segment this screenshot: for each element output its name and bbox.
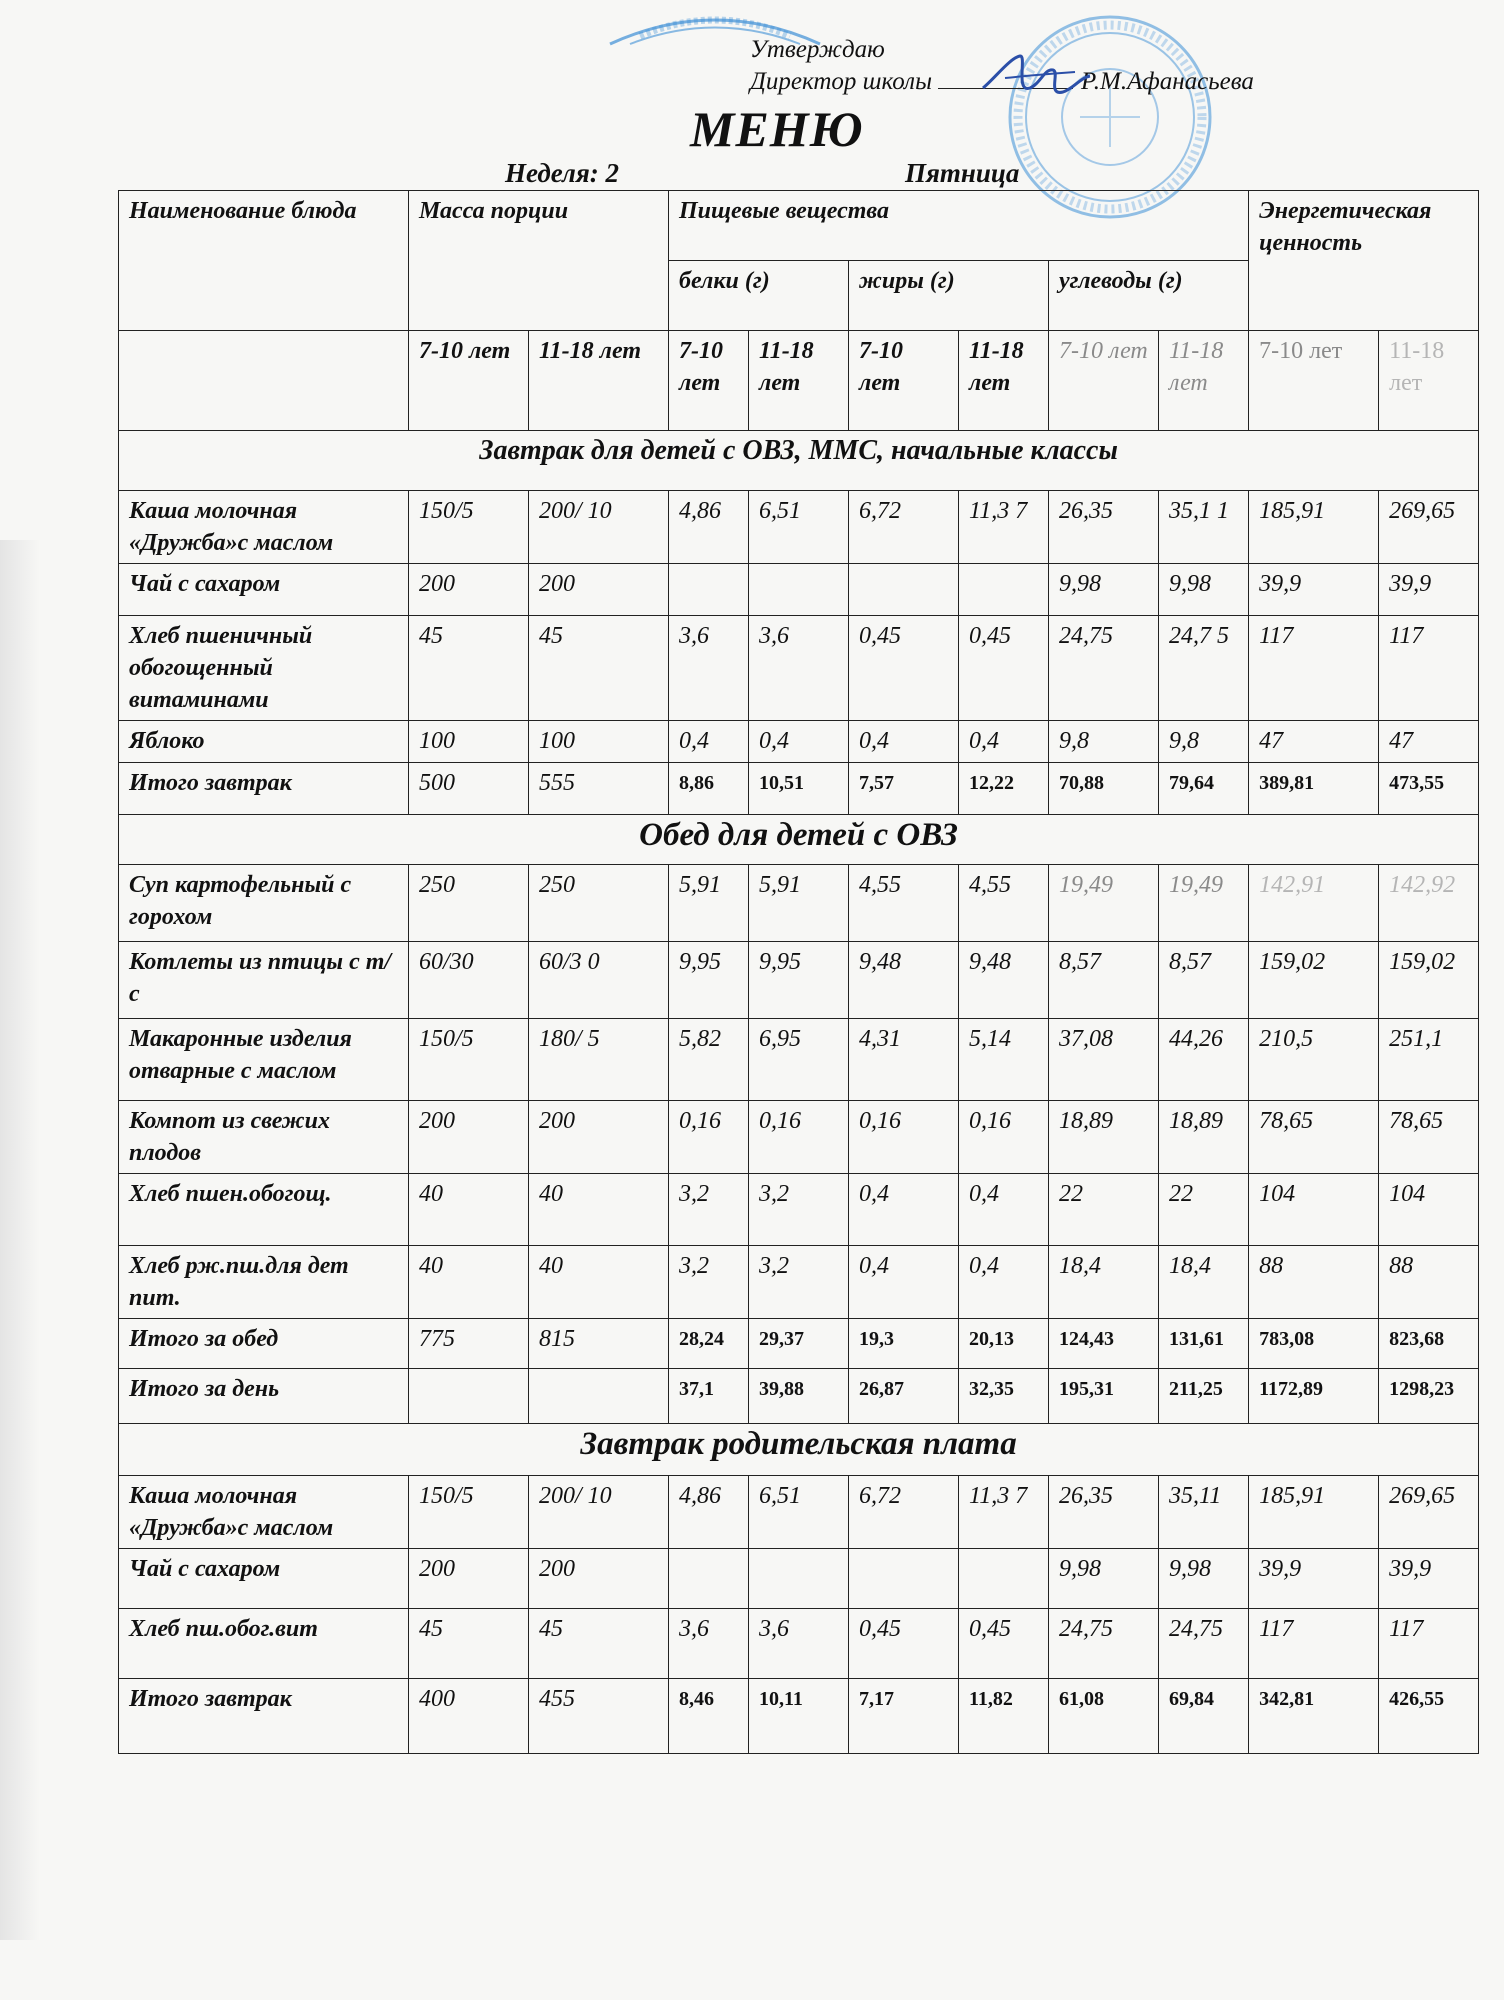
value-cell: 26,87 [849,1369,959,1424]
table-row [119,1246,1479,1319]
value-cell: 5,91 [669,865,749,942]
value-cell: 185,91 [1249,1476,1379,1549]
value-cell: 39,9 [1249,564,1379,616]
value-cell: 88 [1249,1246,1379,1319]
value-cell: 200 [409,1101,529,1174]
value-cell: 200 [529,564,669,616]
value-cell: 200 [409,1549,529,1609]
value-cell: 815 [529,1319,669,1369]
value-cell: 24,75 [1159,1609,1249,1679]
value-cell: 426,55 [1379,1679,1479,1754]
menu-table [118,190,1479,1754]
age-header: 11-18 лет [529,331,669,431]
value-cell: 250 [409,865,529,942]
dish-name: Компот из свежих плодов [119,1101,409,1174]
value-cell: 0,4 [849,721,959,763]
value-cell: 9,98 [1159,1549,1249,1609]
value-cell: 342,81 [1249,1679,1379,1754]
week-label: Неделя: 2 [505,158,620,188]
table-row [119,1174,1479,1246]
value-cell: 19,3 [849,1319,959,1369]
value-cell: 3,6 [749,1609,849,1679]
dish-name: Котлеты из птицы с т/с [119,942,409,1019]
header-dish-name: Наименование блюда [119,191,409,331]
value-cell: 783,08 [1249,1319,1379,1369]
value-cell: 24,7 5 [1159,616,1249,721]
value-cell: 210,5 [1249,1019,1379,1101]
value-cell: 400 [409,1679,529,1754]
dish-name: Итого завтрак [119,763,409,815]
value-cell: 7,57 [849,763,959,815]
value-cell [849,1549,959,1609]
value-cell: 3,2 [669,1246,749,1319]
value-cell: 0,4 [849,1246,959,1319]
value-cell: 211,25 [1159,1369,1249,1424]
value-cell: 70,88 [1049,763,1159,815]
value-cell: 47 [1379,721,1479,763]
table-row [119,616,1479,721]
age-header: 7-10 лет [849,331,959,431]
table-row [119,942,1479,1019]
age-header: 11-18 лет [959,331,1049,431]
table-row [119,1609,1479,1679]
value-cell: 26,35 [1049,491,1159,564]
value-cell: 8,46 [669,1679,749,1754]
dish-name: Хлеб пш.обог.вит [119,1609,409,1679]
value-cell: 124,43 [1049,1319,1159,1369]
value-cell: 39,88 [749,1369,849,1424]
dish-name: Каша молочная «Дружба»с маслом [119,1476,409,1549]
value-cell: 200/ 10 [529,491,669,564]
value-cell: 150/5 [409,1476,529,1549]
value-cell: 269,65 [1379,491,1479,564]
value-cell: 0,4 [959,721,1049,763]
header-protein: белки (г) [669,261,849,331]
value-cell: 100 [529,721,669,763]
value-cell: 10,11 [749,1679,849,1754]
value-cell: 6,51 [749,1476,849,1549]
director-name: Р.М.Афанасьева [1081,68,1254,95]
value-cell: 200 [409,564,529,616]
value-cell: 3,2 [749,1174,849,1246]
table-row [119,1369,1479,1424]
value-cell [959,564,1049,616]
age-header: 11-18 лет [1379,331,1479,431]
value-cell: 32,35 [959,1369,1049,1424]
table-row [119,1101,1479,1174]
value-cell: 18,4 [1159,1246,1249,1319]
value-cell: 19,49 [1159,865,1249,942]
value-cell: 8,57 [1049,942,1159,1019]
value-cell: 0,4 [959,1174,1049,1246]
value-cell: 47 [1249,721,1379,763]
value-cell: 0,45 [959,1609,1049,1679]
header-portion-mass: Масса порции [409,191,669,331]
value-cell [749,564,849,616]
value-cell: 159,02 [1379,942,1479,1019]
value-cell: 200 [529,1101,669,1174]
value-cell: 269,65 [1379,1476,1479,1549]
dish-name: Итого завтрак [119,1679,409,1754]
value-cell: 60/3 0 [529,942,669,1019]
page-title: МЕНЮ [690,101,864,157]
value-cell: 6,72 [849,1476,959,1549]
value-cell: 40 [409,1246,529,1319]
value-cell: 117 [1379,616,1479,721]
table-row [119,1319,1479,1369]
value-cell: 8,86 [669,763,749,815]
value-cell: 823,68 [1379,1319,1479,1369]
value-cell: 24,75 [1049,616,1159,721]
value-cell: 9,95 [669,942,749,1019]
value-cell: 150/5 [409,1019,529,1101]
value-cell: 5,91 [749,865,849,942]
value-cell: 0,16 [749,1101,849,1174]
value-cell: 39,9 [1379,1549,1479,1609]
dish-name: Суп картофельный с горохом [119,865,409,942]
value-cell: 104 [1249,1174,1379,1246]
section-title: Обед для детей с ОВЗ [119,815,1479,865]
value-cell: 200/ 10 [529,1476,669,1549]
value-cell: 3,6 [669,616,749,721]
section-title: Завтрак для детей с ОВЗ, ММС, начальные классы [119,431,1479,491]
value-cell: 775 [409,1319,529,1369]
value-cell: 3,6 [669,1609,749,1679]
value-cell: 44,26 [1159,1019,1249,1101]
value-cell: 200 [529,1549,669,1609]
value-cell: 9,98 [1049,564,1159,616]
value-cell: 7,17 [849,1679,959,1754]
header-nutrients: Пищевые вещества [669,191,1249,261]
value-cell: 37,1 [669,1369,749,1424]
table-row [119,763,1479,815]
table-row [119,865,1479,942]
value-cell: 45 [529,616,669,721]
value-cell: 69,84 [1159,1679,1249,1754]
value-cell: 18,89 [1049,1101,1159,1174]
value-cell [409,1369,529,1424]
dish-name: Хлеб пшен.обогощ. [119,1174,409,1246]
value-cell: 29,37 [749,1319,849,1369]
table-row [119,564,1479,616]
dish-name: Чай с сахаром [119,564,409,616]
dish-name: Итого за день [119,1369,409,1424]
value-cell: 18,4 [1049,1246,1159,1319]
value-cell: 0,45 [959,616,1049,721]
value-cell: 0,16 [959,1101,1049,1174]
value-cell: 39,9 [1379,564,1479,616]
age-header: 7-10 лет [669,331,749,431]
value-cell: 555 [529,763,669,815]
value-cell [959,1549,1049,1609]
value-cell: 104 [1379,1174,1479,1246]
value-cell [749,1549,849,1609]
value-cell: 0,45 [849,616,959,721]
table-row [119,1019,1479,1101]
table-row [119,721,1479,763]
value-cell: 1172,89 [1249,1369,1379,1424]
value-cell: 8,57 [1159,942,1249,1019]
value-cell: 19,49 [1049,865,1159,942]
value-cell: 5,14 [959,1019,1049,1101]
value-cell: 35,11 [1159,1476,1249,1549]
value-cell: 18,89 [1159,1101,1249,1174]
value-cell: 0,4 [849,1174,959,1246]
value-cell: 10,51 [749,763,849,815]
value-cell: 4,86 [669,1476,749,1549]
value-cell: 473,55 [1379,763,1479,815]
value-cell [669,1549,749,1609]
value-cell: 11,82 [959,1679,1049,1754]
age-header: 7-10 лет [409,331,529,431]
value-cell [849,564,959,616]
value-cell: 455 [529,1679,669,1754]
value-cell: 0,16 [669,1101,749,1174]
dish-name: Макаронные изделия отварные с маслом [119,1019,409,1101]
value-cell: 4,31 [849,1019,959,1101]
value-cell: 250 [529,865,669,942]
value-cell: 9,48 [849,942,959,1019]
header-carbs: углеводы (г) [1049,261,1249,331]
value-cell: 0,16 [849,1101,959,1174]
value-cell: 78,65 [1379,1101,1479,1174]
value-cell: 150/5 [409,491,529,564]
value-cell: 45 [409,616,529,721]
value-cell: 251,1 [1379,1019,1479,1101]
value-cell: 6,72 [849,491,959,564]
value-cell: 40 [529,1174,669,1246]
value-cell: 6,51 [749,491,849,564]
value-cell: 9,98 [1049,1549,1159,1609]
value-cell: 60/30 [409,942,529,1019]
header-empty-cell [119,331,409,431]
value-cell: 4,86 [669,491,749,564]
value-cell: 3,6 [749,616,849,721]
value-cell: 37,08 [1049,1019,1159,1101]
table-row [119,491,1479,564]
value-cell: 45 [529,1609,669,1679]
value-cell: 20,13 [959,1319,1049,1369]
dish-name: Хлеб рж.пш.для дет пит. [119,1246,409,1319]
day-label: Пятница [905,158,1020,188]
value-cell: 0,4 [669,721,749,763]
age-header: 11-18 лет [1159,331,1249,431]
value-cell: 78,65 [1249,1101,1379,1174]
dish-name: Итого за обед [119,1319,409,1369]
value-cell [669,564,749,616]
value-cell: 0,4 [959,1246,1049,1319]
value-cell: 12,22 [959,763,1049,815]
age-header: 7-10 лет [1049,331,1159,431]
approval-caption: Утверждаю [750,36,885,63]
value-cell: 4,55 [849,865,959,942]
value-cell: 4,55 [959,865,1049,942]
value-cell: 500 [409,763,529,815]
director-position: Директор школы [750,68,932,95]
value-cell: 9,98 [1159,564,1249,616]
value-cell: 11,3 7 [959,1476,1049,1549]
value-cell: 142,92 [1379,865,1479,942]
value-cell: 117 [1249,616,1379,721]
value-cell: 22 [1049,1174,1159,1246]
value-cell: 9,8 [1049,721,1159,763]
value-cell: 389,81 [1249,763,1379,815]
value-cell: 100 [409,721,529,763]
dish-name: Яблоко [119,721,409,763]
value-cell: 117 [1249,1609,1379,1679]
value-cell: 11,3 7 [959,491,1049,564]
section-title: Завтрак родительская плата [119,1424,1479,1476]
value-cell: 3,2 [749,1246,849,1319]
value-cell: 61,08 [1049,1679,1159,1754]
value-cell: 0,45 [849,1609,959,1679]
dish-name: Чай с сахаром [119,1549,409,1609]
value-cell: 0,4 [749,721,849,763]
value-cell: 28,24 [669,1319,749,1369]
table-row [119,1549,1479,1609]
value-cell: 117 [1379,1609,1479,1679]
value-cell: 9,95 [749,942,849,1019]
value-cell: 40 [409,1174,529,1246]
value-cell: 3,2 [669,1174,749,1246]
value-cell: 1298,23 [1379,1369,1479,1424]
age-header: 7-10 лет [1249,331,1379,431]
value-cell: 9,8 [1159,721,1249,763]
value-cell: 26,35 [1049,1476,1159,1549]
value-cell: 88 [1379,1246,1479,1319]
header-energy: Энергетическая ценность [1249,191,1479,331]
value-cell [529,1369,669,1424]
value-cell: 22 [1159,1174,1249,1246]
menu-body [119,431,1479,1754]
value-cell: 131,61 [1159,1319,1249,1369]
value-cell: 9,48 [959,942,1049,1019]
header-fat: жиры (г) [849,261,1049,331]
value-cell: 45 [409,1609,529,1679]
table-row [119,1679,1479,1754]
value-cell: 6,95 [749,1019,849,1101]
value-cell: 79,64 [1159,763,1249,815]
signature-icon [975,48,1095,108]
value-cell: 159,02 [1249,942,1379,1019]
value-cell: 24,75 [1049,1609,1159,1679]
value-cell: 35,1 1 [1159,491,1249,564]
value-cell: 185,91 [1249,491,1379,564]
dish-name: Каша молочная «Дружба»с маслом [119,491,409,564]
value-cell: 39,9 [1249,1549,1379,1609]
value-cell: 5,82 [669,1019,749,1101]
dish-name: Хлеб пшеничный обогощенный витаминами [119,616,409,721]
table-row [119,1476,1479,1549]
value-cell: 180/ 5 [529,1019,669,1101]
value-cell: 40 [529,1246,669,1319]
age-header: 11-18 лет [749,331,849,431]
value-cell: 195,31 [1049,1369,1159,1424]
value-cell: 142,91 [1249,865,1379,942]
scan-shadow [0,540,40,1940]
